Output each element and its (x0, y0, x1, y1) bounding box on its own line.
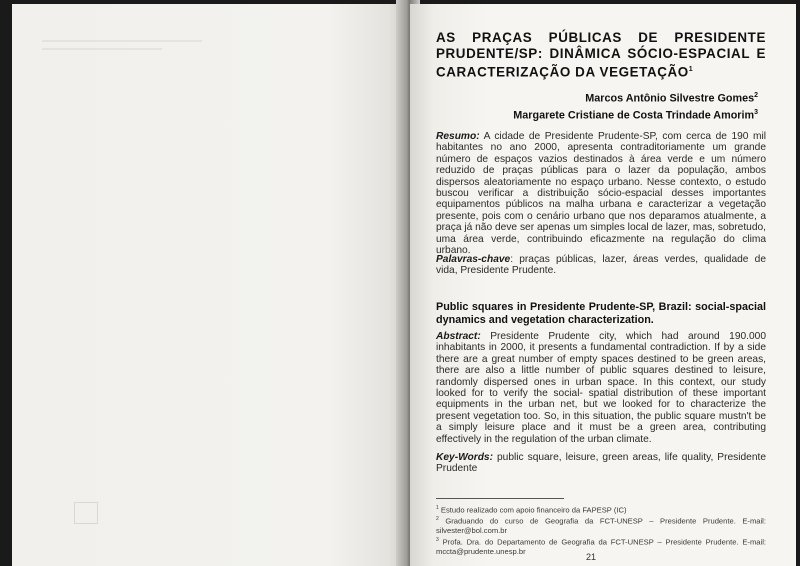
resumo-paragraph: Resumo: A cidade de Presidente Prudente-SP, com cerca de 190 mil habitantes no ano 2000, apresenta contraditoriamente um grande número de espaços vazios destinados à área verde e um número reduzido de praças públicas para o lazer da população, ambos dispersos aleatoriamente no espaço urbano. Nesse contexto, o estudo buscou verificar a distribuição sócio-espacial desses importantes equipamentos públicos na malha urbana e caracterizar a vegetação presente, pois com o cenário urbano que nos deparamos atualmente, a praça já não deve ser apenas um simples local de lazer, mas, sobretudo, uma área verde, contribuindo eficazmente na regulação do clima urbano. (436, 131, 766, 257)
author-line: Marcos Antônio Silvestre Gomes$^2$ (585, 92, 758, 105)
footnotes (436, 504, 766, 557)
footnote: $^1$ Estudo realizado com apoio financeiro da FAPESP (IC) (436, 505, 627, 515)
keywords-paragraph: Key-Words: public square, leisure, green areas, life quality, Presidente Prudente (436, 452, 766, 475)
show-through-line (42, 48, 162, 50)
footnote: $^3$ Profa. Dra. do Departamento de Geografia da FCT-UNESP – Presidente Prudente. E-mail: mccta@prudente.unesp.br (436, 536, 766, 556)
english-title: Public squares in Presidente Prudente-SP, Brazil: social-spacial dynamics and vegetation characterization. (436, 301, 766, 326)
show-through-line (42, 40, 202, 42)
footnote: $^2$ Graduando do curso de Geografia da FCT-UNESP – Presidente Prudente. E-mail: silvester@bol.com.br (436, 516, 766, 536)
footnote-rule (436, 498, 564, 499)
left-page-blank (12, 4, 408, 566)
title-footnote-mark: 1 (688, 66, 693, 73)
article-title: AS PRAÇAS PÚBLICAS DE PRESIDENTE PRUDENTE/SP: DINÂMICA SÓCIO-ESPACIAL E CARACTERIZAÇÃO DA VEGETAÇÃO$^1$ (436, 30, 766, 80)
page-number: 21 (586, 552, 597, 562)
author-line: Margarete Cristiane de Costa Trindade Amorim$^3$ (513, 108, 758, 122)
right-page (410, 4, 796, 566)
palavras-chave-paragraph: Palavras-chave: praças públicas, lazer, áreas verdes, qualidade de vida, Presidente Prudente. (436, 254, 766, 277)
show-through-mark (74, 502, 98, 524)
authors-block (513, 89, 758, 122)
abstract-paragraph: Abstract: Presidente Prudente city, which had around 190.000 inhabitants in 2000, it presents a fundamental contradiction. If by a side there are a great number of empty spaces destined to be green areas, there are also a little number of public squares destined to leisure, randomly dispersed ones in urban space. In this context, our study looked for to verify the social- spatial distribution of these important equipments in the urban net, but we looked for to characterize the present vegetation too. So, in this situation, the public square mustn't be a simply leisure place and it must be a green area, contributing effectively in the regulation of the urban climate. (436, 331, 766, 445)
